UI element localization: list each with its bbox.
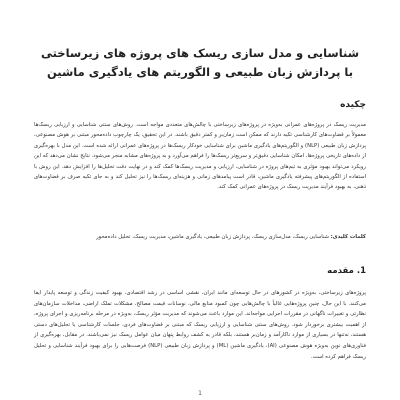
abstract-heading: چکیده (340, 100, 366, 110)
introduction-body: پروژه‌های زیرساختی، به‌ویژه در کشورهای در حال توسعه‌ای مانند ایران، نقشی اساسی در رشد اقتصادی، بهبود کیفیت زندگی و توسعه پایدار ایفا می‌کنند. با این حال، چنین پروژه‌هایی غالباً با چالش‌هایی چون کمبود منابع مالی، نوسانات قیمت مصالح، مشکلات تملک اراضی، مداخلات سازمان‌های نظارتی و تغییرات ناگهانی در مقررات اجرایی مواجه‌اند. این موارد باعث می‌شوند که مدیریت مؤثر ریسک، به‌ویژه در مرحله برنامه‌ریزی و اجرای پروژه، از اهمیت بیشتری برخوردار شود. روش‌های سنتی شناسایی و ارزیابی ریسک که مبتنی بر قضاوت‌های فردی، جلسات کارشناسی یا تحلیل‌های دستی هستند، نه‌تنها در بسیاری از موارد ناکارآمد و زمان‌بر هستند، بلکه قادر به کشف روابط پنهان میان عوامل ریسک نیز نمی‌باشند. در مقابل، بهره‌گیری از فناوری‌های نوین به‌ویژه هوش مصنوعی (AI)، یادگیری ماشین (ML) و پردازش زبان طبیعی (NLP) فرصت‌هایی را برای بهبود فرآیند شناسایی و تحلیل ریسک فراهم کرده است. (34, 290, 366, 360)
abstract-body: مدیریت ریسک در پروژه‌های عمرانی به‌ویژه در پروژه‌های زیرساختی با چالش‌های متعددی مواجه است. روش‌های سنتی شناسایی و ارزیابی ریسک‌ها معمولاً بر قضاوت‌های کارشناسی تکیه دارند که ممکن است زمان‌بر و کمتر دقیق باشند. در این تحقیق، یک چارچوب داده‌محور مبتنی بر هوش مصنوعی، پردازش زبان طبیعی (NLP) و الگوریتم‌های یادگیری ماشین برای شناسایی خودکار ریسک‌ها در پروژه‌های عمرانی ارائه شده است. این مدل با بهره‌گیری از داده‌های تاریخی پروژه‌ها، امکان شناسایی دقیق‌تر و سریع‌تر ریسک‌ها را فراهم می‌آورد و به پروژه‌های مشابه منجر می‌شود. نتایج نشان می‌دهد که این رویکرد می‌تواند بهبود مؤثری به تیم‌های پروژه در شناسایی، ارزیابی و مدیریت ریسک‌ها کمک کند و در نهایت دقت تحلیل‌ها را افزایش دهد. این روش با استفاده از الگوریتم‌های پیشرفته یادگیری ماشین، قادر است پیامدهای زمانی و هزینه‌ای ریسک‌ها را نیز تحلیل کند و به جای تکیه صرف بر قضاوت‌های ذهنی، به بهبود فرآیند مدیریت ریسک در پروژه‌های عمرانی کمک کند. (34, 122, 366, 191)
page-number: 1 (198, 390, 202, 397)
section-heading-introduction: 1. مقدمه (327, 266, 366, 276)
keywords-label: کلمات کلیدی: (330, 234, 366, 240)
paper-title: شناسایی و مدل سازی ریسک های پروژه های زیرساختی با پردازش زبان طبیعی و الگوریتم های یادگیری ماشین (40, 46, 360, 79)
keywords-text: شناسایی ریسک، مدل‌سازی ریسک، پردازش زبان طبیعی، یادگیری ماشین، مدیریت ریسک، تحلیل داده‌محور (96, 234, 329, 240)
keywords-line (34, 232, 366, 242)
